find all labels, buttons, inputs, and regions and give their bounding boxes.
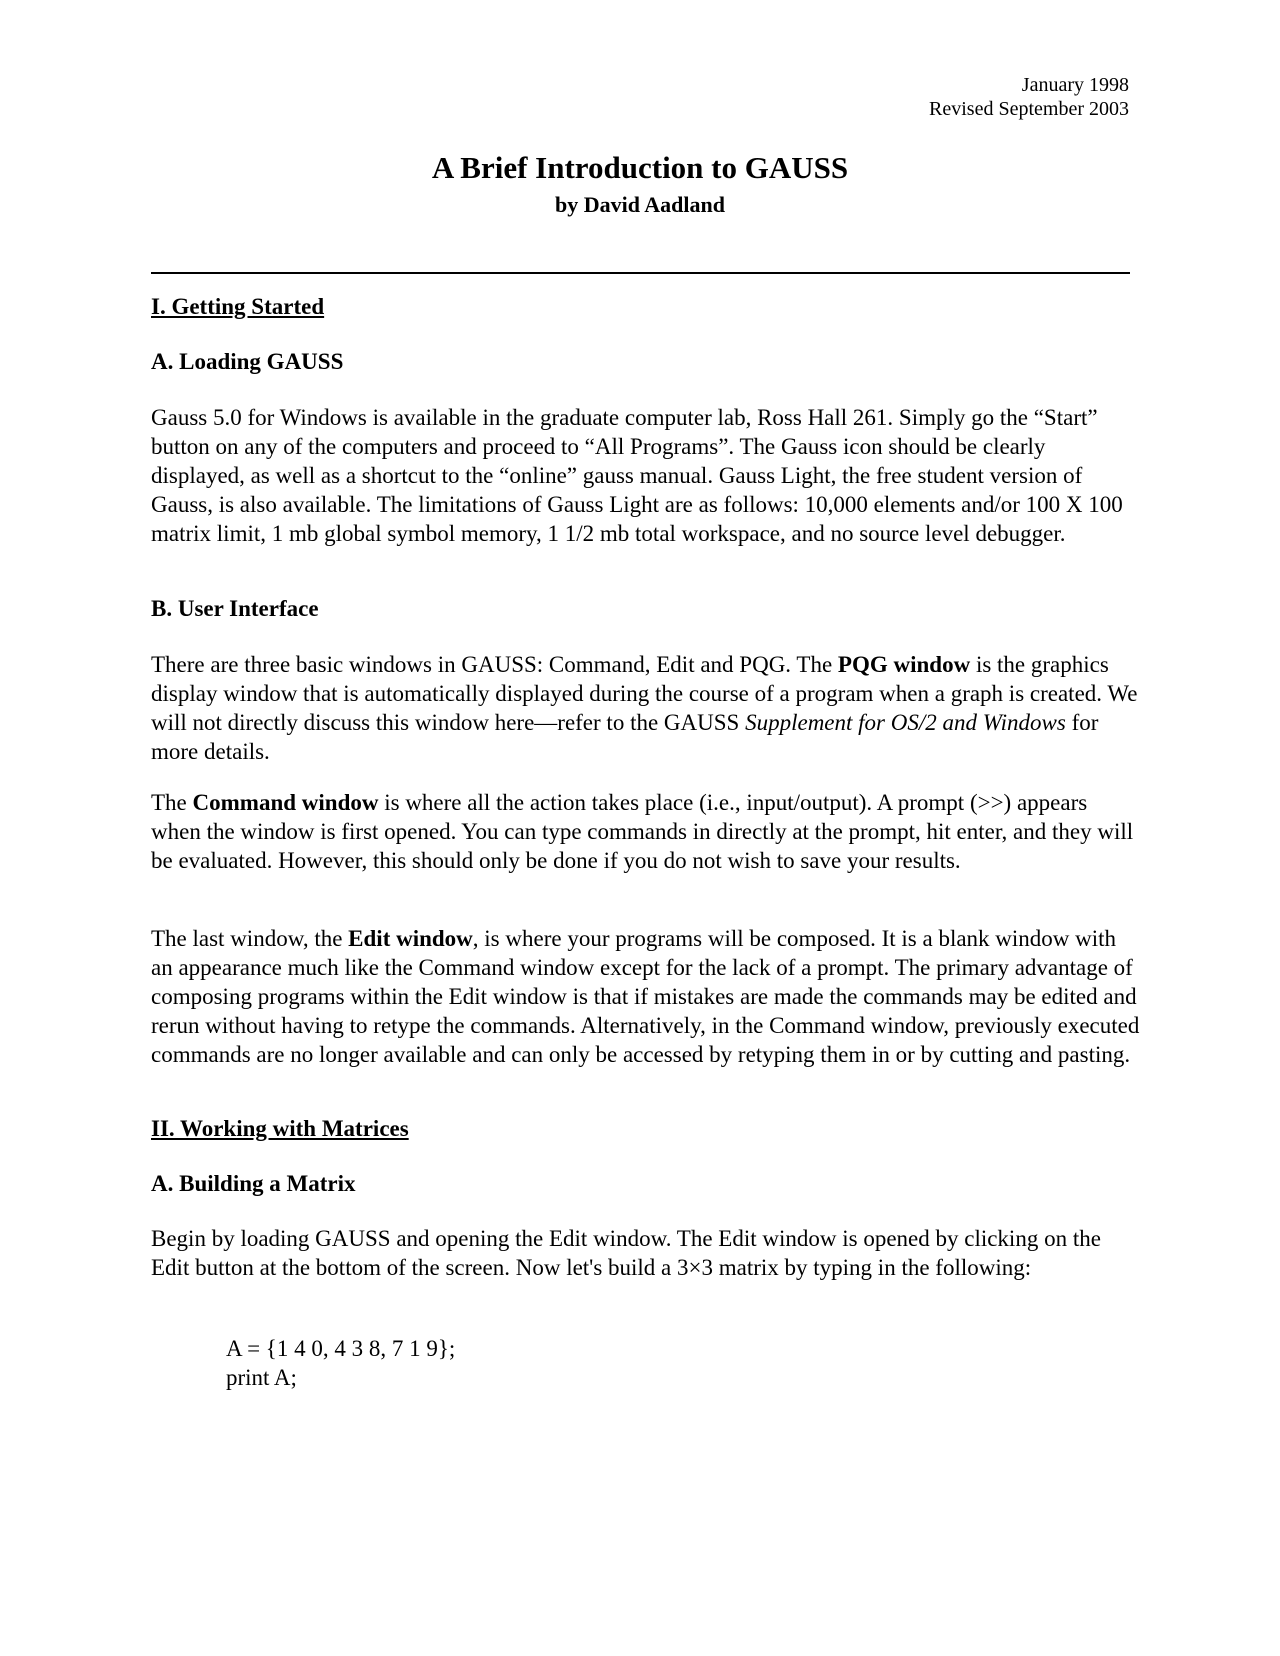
document-author: by David Aadland — [555, 192, 725, 217]
subsection-heading-loading-gauss: A. Loading GAUSS — [151, 349, 344, 374]
horizontal-rule — [151, 272, 1130, 274]
paragraph-pqg-window: There are three basic windows in GAUSS: Command, Edit and PQG. The PQG window is the graphics display window that is automatically displayed during the course of a program when a graph is created. We will not directly discuss this window here—refer to the GAUSS Supplement for OS/2 and Windows for more details. — [151, 652, 1138, 764]
supplement-reference: Supplement for OS/2 and Windows — [745, 710, 1066, 735]
edit-window-term: Edit window — [348, 926, 473, 951]
code-line-print: print A; — [226, 1365, 297, 1390]
subsection-heading-building-a-matrix: A. Building a Matrix — [151, 1171, 356, 1196]
date-line: January 1998 — [1021, 74, 1129, 96]
paragraph-loading-gauss: Gauss 5.0 for Windows is available in the graduate computer lab, Ross Hall 261. Simply go the “Start” button on any of the computers and proceed to “All Programs”. The Gauss icon should be clearly displayed, as well as a shortcut to the “online” gauss manual. Gauss Light, the free student version of Gauss, is also available. The limitations of Gauss Light are as follows: 10,000 elements and/or 100 X 100 matrix limit, 1 mb global symbol memory, 1 1/2 mb total workspace, and no source level debugger. — [151, 405, 1123, 546]
document-title: A Brief Introduction to GAUSS — [431, 150, 849, 185]
date-block — [929, 73, 1129, 121]
section-heading-working-with-matrices: II. Working with Matrices — [151, 1116, 409, 1141]
paragraph-building-matrix: Begin by loading GAUSS and opening the Edit window. The Edit window is opened by clicking on the Edit button at the bottom of the screen. Now let's build a 3×3 matrix by typing in the following: — [151, 1226, 1101, 1280]
command-window-term: Command window — [192, 790, 379, 815]
paragraph-edit-window: The last window, the Edit window, is where your programs will be composed. It is a blank window with an appearance much like the Command window except for the lack of a prompt. The primary advantage of composing programs within the Edit window is that if mistakes are made the commands may be edited and rerun without having to retype the commands. Alternatively, in the Command window, previously executed commands are no longer available and can only be accessed by retyping them in or by cutting and pasting. — [151, 926, 1140, 1067]
paragraph-command-window: The Command window is where all the action takes place (i.e., input/output). A prompt (>>) appears when the window is first opened. You can type commands in directly at the prompt, hit enter, and they will be evaluated. However, this should only be done if you do not wish to save your results. — [151, 790, 1134, 873]
code-line-matrix-definition: A = {1 4 0, 4 3 8, 7 1 9}; — [226, 1336, 456, 1361]
revised-line: Revised September 2003 — [929, 98, 1129, 120]
subsection-heading-user-interface: B. User Interface — [151, 596, 319, 621]
section-heading-getting-started: I. Getting Started — [151, 294, 325, 319]
pqg-window-term: PQG window — [837, 652, 971, 677]
